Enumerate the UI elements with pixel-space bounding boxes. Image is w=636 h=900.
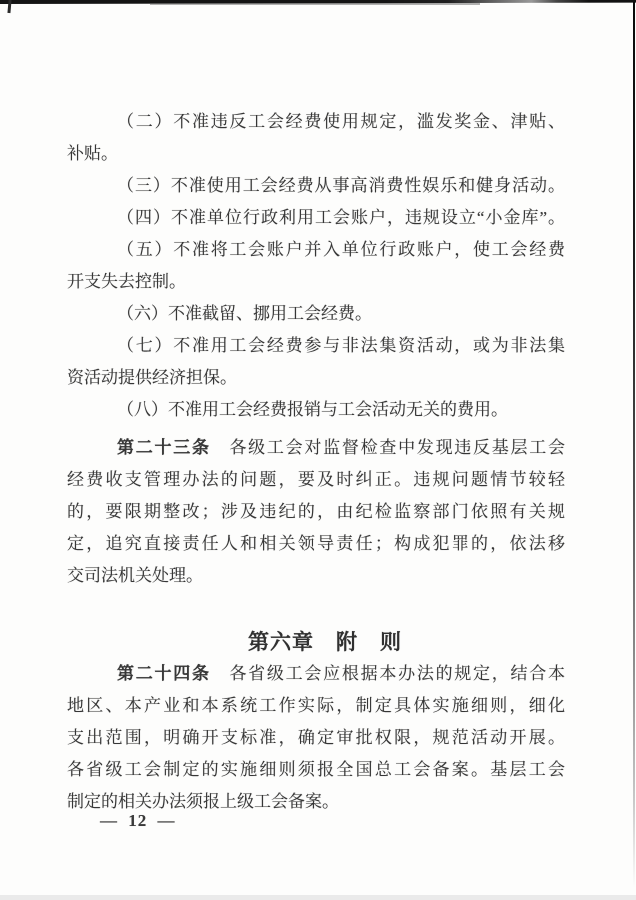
article-24-line: 地区、本产业和本系统工作实际，制定具体实施细则，细化 — [67, 696, 565, 715]
clause-line: （三）不准使用工会经费从事高消费性娱乐和健身活动。 — [117, 176, 565, 195]
clause-line: 开支失去控制。 — [67, 272, 186, 291]
article-23-line: 交司法机关处理。 — [67, 566, 203, 585]
scan-artifact-bottom-edge — [0, 895, 636, 900]
clause-line: 补贴。 — [67, 144, 118, 163]
document-body — [67, 106, 565, 818]
article-23-text: 各级工会对监督检查中发现违反基层工会 — [210, 438, 566, 457]
article-24-number: 第二十四条 — [117, 664, 211, 683]
article-24-first-line — [67, 658, 565, 690]
clause-line: （二）不准违反工会经费使用规定，滥发奖金、津贴、 — [117, 112, 565, 131]
clause-line: （八）不准用工会经费报销与工会活动无关的费用。 — [117, 400, 508, 419]
article-24-line: 制定的相关办法须报上级工会备案。 — [67, 792, 339, 811]
article-23-line: 经费收支管理办法的问题，要及时纠正。违规问题情节较轻 — [67, 470, 565, 489]
article-24-line: 支出范围，明确开支标准，确定审批权限，规范活动开展。 — [67, 728, 565, 747]
clause-line: （四）不准单位行政利用工会账户，违规设立“小金库”。 — [117, 208, 565, 227]
scan-artifact-topleft-tick — [7, 0, 11, 13]
page-number: — 12 — — [100, 811, 176, 830]
clause-line: （七）不准用工会经费参与非法集资活动，或为非法集 — [117, 336, 565, 355]
scan-artifact-right-edge — [633, 2, 635, 888]
scan-artifact-top-shadow — [150, 3, 480, 5]
article-23-first-line — [67, 432, 565, 464]
clause-line: （五）不准将工会账户并入单位行政账户，使工会经费 — [117, 240, 565, 259]
chapter-heading: 第六章 附 则 — [248, 630, 402, 654]
article-23-line: 定，追究直接责任人和相关领导责任；构成犯罪的，依法移 — [67, 534, 565, 553]
article-24-line: 各省级工会制定的实施细则须报全国总工会备案。基层工会 — [67, 760, 565, 779]
article-24-text: 各省级工会应根据本办法的规定，结合本 — [210, 664, 566, 683]
clause-line: 资活动提供经济担保。 — [67, 368, 237, 387]
clause-line: （六）不准截留、挪用工会经费。 — [117, 304, 372, 323]
article-23-line: 的，要限期整改；涉及违纪的，由纪检监察部门依照有关规 — [67, 502, 565, 521]
article-23-number: 第二十三条 — [117, 438, 211, 457]
